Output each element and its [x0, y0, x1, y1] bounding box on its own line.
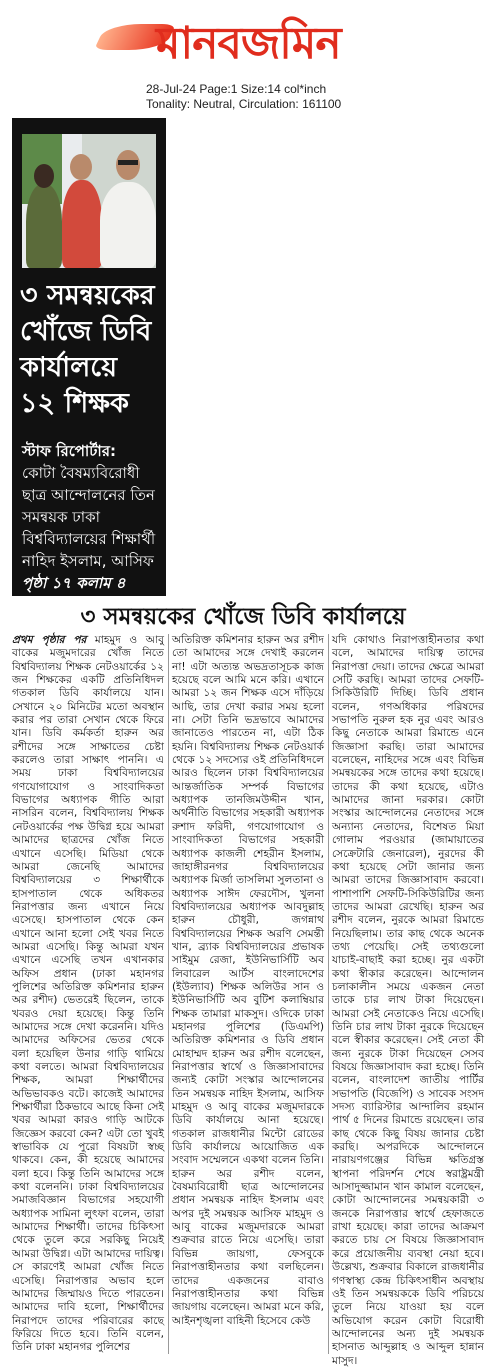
article-column-1	[12, 634, 164, 1359]
teaser-summary: কোটা বৈষম্যবিরোধী ছাত্র আন্দোলনের তিন সমন্বয়ক ঢাকা বিশ্ববিদ্যালয়ের শিক্ষার্থী নাহিদ ইসলাম, আসিফ	[22, 464, 156, 570]
article-headline: ৩ সমন্বয়কের খোঁজে ডিবি কার্যালয়ে	[80, 604, 406, 630]
column-1-text: মাহমুদ ও আবু বাকের মজুমদারের খোঁজ নিতে বিশ্ববিদ্যালয় শিক্ষক নেটওয়ার্কের ১২ জন শিক্ষকের একটি প্রতিনিধিদল গতকাল ডিবি কার্যালয়ে যান। সেখানে ২০ মিনিটের মতো অবস্থান করার পর তারা সেখান থেকে ফিরে যান। ডিবি কর্মকর্তা হারুন অর রশীদের সঙ্গে সাক্ষাতের চেষ্টা করলেও তারা সাক্ষাৎ পাননি। এ সময় ঢাকা বিশ্ববিদ্যালয়ের গণযোগাযোগ ও সাংবাদিকতা বিভাগের অধ্যাপক গীতি আরা নাসরিন বলেন, বিশ্ববিদ্যালয় শিক্ষক নেটওয়ার্কের পক্ষ উদ্বিগ্ন হয়ে আমরা আমাদের ছাত্রদের খোঁজ নিতে এখানে এসেছি। মিডিয়া থেকে আমরা জেনেছি আমাদের বিশ্ববিদ্যালয়ের ৩ শিক্ষার্থীকে হাসপাতাল থেকে অধিকতর নিরাপত্তার জন্য এখানে নিয়ে এসেছে। হাসপাতাল থেকে কেন এখানে আনা হলো সেই খবর নিতে আমরা এসেছি। কিন্তু আমরা যখন এখানে এসেছি তখন এখানকার অফিস প্রধান (ঢাকা মহানগর পুলিশের অতিরিক্ত কমিশনার হারুন অর রশীদ) ভেতরেই ছিলেন, তাকে খবরও দেয়া হয়েছে। কিন্তু তিনি আমাদের সঙ্গে দেখা করেননি। যদিও আমাদের অফিসের ভেতর থেকে বলা হয়েছিল উনার গাড়ি থামিয়ে কথা বলতে। আমরা বিশ্ববিদ্যালয়ের শিক্ষক, আমরা শিক্ষার্থীদের অভিভাবকও বটে। কাজেই আমাদের শিক্ষার্থীরা ঠিকভাবে আছে কিনা সেই খবর আমরা কারও গাড়ি আটকে জিজ্ঞেস করবো কেন? এটা তো খুবই স্বাভাবিক যে পুরো বিষয়টা স্বচ্ছ থাকবে। কেন, কী হয়েছে আমাদের বলা হবে। কিন্তু তিনি আমাদের সঙ্গে কথা বলেননি। ঢাকা বিশ্ববিদ্যালয়ের সমাজবিজ্ঞান বিভাগের সহযোগী অধ্যাপক সামিনা লুৎফা বলেন, তারা আমাদের শিক্ষার্থী। তাদের চিকিৎসা থেকে তুলে করে সরকিছু নিয়েই আমরা উদ্বিগ্ন। এটা আমাদের দায়িত্ব। সে কারণেই আমরা খোঁজ নিতে এসেছি। নিরাপত্তার অভাব হলে আমাদের জিম্মায়ও দিতে পারতেন। আমাদের দাবি হলো, শিক্ষার্থীদের নিরাপদে তাদের পরিবারের কাছে ফিরিয়ে দিতে হবে। তিনি বলেন, তিনি ঢাকা মহানগর পুলিশের	[12, 634, 164, 1354]
article-body	[12, 634, 484, 1367]
lead-label: প্রথম পৃষ্ঠার পর	[12, 634, 87, 646]
article-column-2: অতিরিক্ত কমিশনার হারুন অর রশীদ তো আমাদের সঙ্গে দেখাই করলেন না! এটা অত্যন্ত অভদ্রতাসূচক কাজ হয়েছে বলে আমি মনে করি। এখানে আমরা ১২ জন শিক্ষক এসে দাঁড়িয়ে আছি, তার দেখা করার সময় হলো না। সেটা তিনি ভদ্রভাবে আমাদের জানাতেও পারতেন না, এটা ঠিক হয়নি। বিশ্ববিদ্যালয় শিক্ষক নেটওয়ার্ক থেকে ১২ সদস্যের ওই প্রতিনিধিদলে আরও ছিলেন ঢাকা বিশ্ববিদ্যালয়ের আন্তর্জাতিক সম্পর্ক বিভাগের অধ্যাপক তানজিমউদ্দীন খান, অর্থনীতি বিভাগের সহকারী অধ্যাপক রুশাদ ফরিদী, গণযোগাযোগ ও সাংবাদিকতা বিভাগের সহকারী অধ্যাপক কাজলী শেহরীন ইসলাম, জাহাঙ্গীরনগর বিশ্ববিদ্যালয়ের অধ্যাপক মির্জা তাসলিমা সুলতানা ও অধ্যাপক সাঈদ ফেরদৌস, খুলনা বিশ্ববিদ্যালয়ের অধ্যাপক আবদুল্লাহ হারুন চৌধুরী, জগন্নাথ বিশ্ববিদ্যালয়ের শিক্ষক অরণি সেমন্তী খান, ব্র্যাক বিশ্ববিদ্যালয়ের প্রভাষক সাইমুম রেজা, ইউনিভার্সিটি অব লিবারেল আর্টস বাংলাদেশের (ইউল্যাব) শিক্ষক অলিউর সান ও ইউনিভার্সিটি অব বুটিশ কলাম্বিয়ার শিক্ষক তামারা মাকসুদ। ওদিকে ঢাকা মহানগর পুলিশের (ডিএমপি) অতিরিক্ত কমিশনার ও ডিবি প্রধান মোহাম্মদ হারুন অর রশীদ বলেছেন, নিরাপত্তার স্বার্থে ও জিজ্ঞাসাবাদের জন্যই কোটা সংস্কার আন্দোলনের তিন সমন্বয়ক নাহিদ ইসলাম, আসিফ মাহমুদ ও আবু বাকের মজুমদারকে ডিবি কার্যালয়ে আনা হয়েছে। গতকাল রাজধানীর মিন্টো রোডের ডিবি কার্যালয়ে আয়োজিত এক সংবাদ সম্মেলনে একথা বলেন তিনি। হারুন অর রশীদ বলেন, বৈষম্যবিরোধী ছাত্র আন্দোলনের প্রধান সমন্বয়ক নাহিদ ইসলাম এবং অপর দুই সমন্বয়ক আসিফ মাহমুদ ও আবু বাকের মজুমদারকে আমরা শুক্রবার রাতে নিয়ে এসেছি। তারা বিভিন্ন জায়গা, ফেসবুকে নিরাপত্তাহীনতার কথা বলছিলেন। তাদের একজনের বাবাও নিরাপত্তাহীনতার কথা বিভিন্ন জায়গায় বলেছেন। আমরা মনে করি, আইনশৃঙ্খলা বাহিনী হিসেবে কেউ	[172, 634, 324, 1327]
masthead-brand: মানবজমিন	[156, 18, 341, 69]
teaser-continued-ref: পৃষ্ঠা ১৭ কলাম ৪	[22, 574, 126, 592]
article-column-3: যদি কোথাও নিরাপত্তাহীনতার কথা বলে, আমাদের দায়িত্ব তাদের নিরাপত্তা দেয়া। তাদের ক্ষেত্রে আমরা সেটি করছি। আমরা তাদের সেফটি-সিকিউরিটি দিচ্ছি। ডিবি প্রধান বলেন, গণঅধিকার পরিষদের সভাপতি নুরুল হক নুর এবং আরও কিছু নেতাকে আমরা রিমান্ডে এনে জিজ্ঞাসা করছি। তারা আমাদের বলেছেন, নাহিদের সঙ্গে এবং বিভিন্ন সমন্বয়কের সঙ্গে তাদের কথা হয়েছে। তাদের কী কথা হয়েছে, এটাও আমাদের জানা দরকার। কোটা সংস্কার আন্দোলনের নেতাদের সঙ্গে অন্যান্য নেতাদের, বিশেষত মিয়া গোলাম পরওয়ার (জামায়াতের সেক্রেটারি জেনারেল), নুরদের কী কথা হয়েছে সেটা জানার জন্য আমরা তাদের জিজ্ঞাসাবাদ করবো। পাশাপাশি সেফটি-সিকিউরিটির জন্য তাদের আমরা রেখেছি। হারুন অর রশীদ বলেন, নুরকে আমরা রিমান্ডে নিয়েছিলাম। তার কাছ থেকে অনেক তথ্য পেয়েছি। সেই তথ্যগুলো যাচাই-বাছাই করা হচ্ছে। নুর একটা কথা স্বীকার করেছেন। আন্দোলন চলাকালীন সময়ে একজন নেতা তাকে চার লাখ টাকা দিয়েছেন। আমরা সেই নেতাকেও নিয়ে এসেছি। তিনি চার লাখ টাকা নুরকে দিয়েছেন বলে স্বীকার করেছেন। সেই নেতা কী জন্য নুরকে টাকা দিয়েছেন সেসব বিষয়ে জিজ্ঞাসাবাদ করা হচ্ছে। তিনি বলেন, বাংলাদেশ জাতীয় পার্টির সভাপতি (বিজেপি) ও সাবেক সংসদ সদস্য ব্যারিস্টার আন্দালিব রহমান পার্থ ৫ দিনের রিমান্ডে রয়েছেন। তার কাছ থেকে কিছু বিষয় জানার চেষ্টা করছি। অপরদিকে আন্দোলনে নারায়ণগঞ্জের বিভিন্ন ক্ষতিগ্রস্ত স্থাপনা পরিদর্শন শেষে স্বরাষ্ট্রমন্ত্রী আসাদুজ্জামান খান কামাল বলেছেন, কোটা আন্দোলনের সমন্বয়কারী ৩ জনকে নিরাপত্তার স্বার্থে হেফাজতে রাখা হয়েছে। কারা তাদের আক্রমণ করতে চায় সে বিষয়ে জিজ্ঞাসাবাদ করে প্রয়োজনীয় ব্যবস্থা নেয়া হবে। উল্লেখ্য, শুক্রবার বিকালে রাজধানীর গণস্বাস্থ্য কেন্দ্র চিকিৎসাধীন অবস্থায় ওই তিন সমন্বয়ককে ডিবি পরিচয়ে তুলে নিয়ে যাওয়া হয় বলে অভিযোগ করেন কোটা বিরোধী আন্দোলনের অন্য দুই সমন্বয়ক হাসনাত আব্দুল্লাহ ও আব্দুল হান্নান মাসুদ।	[332, 634, 484, 1367]
column-divider	[168, 634, 169, 1354]
front-page-teaser	[12, 118, 166, 596]
clip-meta-tonality: Tonality: Neutral, Circulation: 161100	[146, 97, 342, 111]
newspaper-masthead	[100, 8, 390, 70]
column-divider	[328, 634, 329, 1354]
teaser-byline: স্টাফ রিপোর্টার:	[22, 442, 117, 460]
clip-meta-date-size: 28-Jul-24 Page:1 Size:14 col*inch	[146, 82, 327, 96]
news-photo	[22, 134, 156, 268]
teaser-headline: ৩ সমন্বয়কের খোঁজে ডিবি কার্যালয়ে ১২ শিক্ষক	[20, 280, 155, 419]
